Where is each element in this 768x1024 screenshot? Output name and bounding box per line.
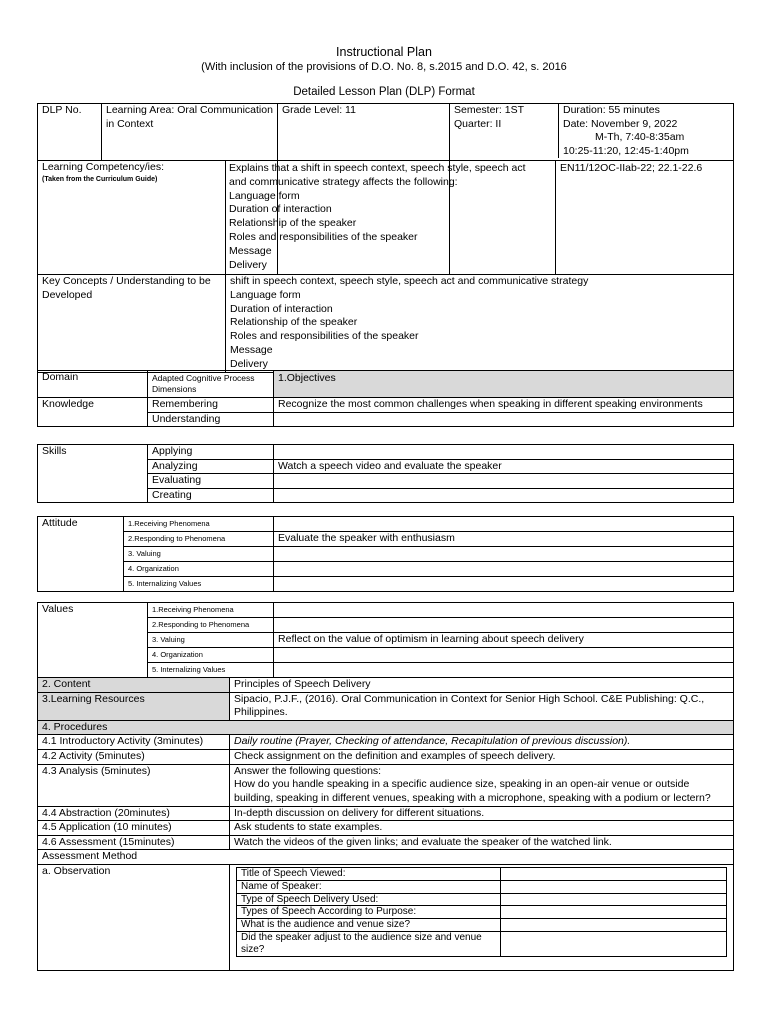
competency-line: Message	[229, 244, 272, 257]
observation-table	[236, 867, 727, 957]
objective-text	[274, 547, 734, 562]
key-concepts-text	[226, 275, 734, 373]
dimension-label: Remembering	[148, 398, 274, 413]
observation-answer	[501, 906, 727, 919]
observation-item: Types of Speech According to Purpose:	[237, 906, 501, 919]
objective-text	[274, 618, 734, 633]
objective-text	[274, 562, 734, 577]
procedure-text: Daily routine (Prayer, Checking of attendance, Recapitulation of previous discussion).	[230, 735, 734, 750]
format-title: Detailed Lesson Plan (DLP) Format	[293, 86, 475, 98]
semester-cell	[450, 104, 559, 158]
analysis-question: How do you handle speaking in a specific audience size, speaking in an open-air venue or outside building, speaking in different venues, speaking with a microphone, speaking with a podium or lectern?	[234, 778, 711, 804]
objective-text	[274, 663, 734, 678]
objective-text	[274, 577, 734, 592]
domain-label: Domain	[38, 371, 148, 398]
dimension-label: 2.Responding to Phenomena	[124, 532, 274, 547]
dlp-no: DLP No.	[38, 104, 102, 161]
objective-text: Evaluate the speaker with enthusiasm	[274, 532, 734, 547]
observation-cell	[230, 864, 734, 970]
procedure-label: 4.2 Activity (5minutes)	[38, 749, 230, 764]
observation-answer	[501, 867, 727, 880]
observation-answer	[501, 893, 727, 906]
key-concept-line: Delivery	[230, 357, 268, 370]
dimension-label: Applying	[148, 445, 274, 460]
objective-text	[274, 648, 734, 663]
skills-table	[37, 444, 734, 503]
competency-line: Duration of interaction	[229, 203, 332, 216]
values-table	[37, 602, 734, 971]
dimension-label: Analyzing	[148, 459, 274, 474]
schedule-1: M-Th, 7:40-8:35am	[595, 131, 685, 144]
attitude-table	[37, 516, 734, 592]
page-subtitle: (With inclusion of the provisions of D.O. No. 8, s.2015 and D.O. 42, s. 2016	[201, 61, 567, 73]
procedure-text: Ask students to state examples.	[230, 821, 734, 836]
knowledge-label: Knowledge	[38, 398, 148, 427]
key-concept-line: Language form	[230, 288, 301, 301]
procedure-text: In-depth discussion on delivery for different situations.	[230, 806, 734, 821]
procedures-label: 4. Procedures	[38, 720, 734, 735]
objective-text	[274, 474, 734, 489]
competency-line: Delivery	[229, 258, 267, 271]
procedure-label: 4.4 Abstraction (20minutes)	[38, 806, 230, 821]
page-title: Instructional Plan	[336, 45, 432, 59]
assessment-label: Assessment Method	[38, 850, 734, 865]
observation-item: Did the speaker adjust to the audience size and venue size?	[237, 931, 501, 956]
key-concepts-table	[37, 274, 734, 373]
content-value: Principles of Speech Delivery	[230, 678, 734, 693]
procedure-text: Check assignment on the definition and examples of speech delivery.	[230, 749, 734, 764]
adapted-label: Adapted Cognitive Process Dimensions	[148, 371, 274, 398]
objective-text: Reflect on the value of optimism in learning about speech delivery	[274, 633, 734, 648]
dimension-label: Evaluating	[148, 474, 274, 489]
dimension-label: 4. Organization	[148, 648, 274, 663]
dimension-label: 5. Internalizing Values	[148, 663, 274, 678]
observation-answer	[501, 880, 727, 893]
dimension-label: 1.Receiving Phenomena	[148, 603, 274, 618]
duration: Duration: 55 minutes	[563, 104, 660, 116]
competency-line: Relationship of the speaker	[229, 217, 357, 230]
key-concepts-label: Key Concepts / Understanding to be Developed	[38, 275, 226, 373]
observation-label: a. Observation	[38, 864, 230, 970]
objectives-label: 1.Objectives	[274, 371, 734, 398]
quarter: Quarter: II	[454, 117, 502, 130]
competency-note: (Taken from the Curriculum Guide)	[42, 175, 158, 183]
objective-text: Recognize the most common challenges when speaking in different speaking environments	[274, 398, 734, 413]
key-concept-line: Roles and responsibilities of the speaker	[230, 330, 419, 343]
dimension-label: Understanding	[148, 412, 274, 427]
competency-code: EN11/12OC-IIab-22; 22.1-22.6	[560, 162, 703, 174]
grade-level: Grade Level: 11	[278, 104, 450, 161]
competency-text	[229, 162, 555, 272]
observation-item: What is the audience and venue size?	[237, 919, 501, 932]
competency-line: and communicative strategy affects the following:	[229, 175, 458, 188]
divider	[225, 160, 226, 274]
competency-label: Learning Competency/ies:	[42, 161, 164, 173]
objective-text	[274, 445, 734, 460]
procedure-label: 4.6 Assessment (15minutes)	[38, 835, 230, 850]
dimension-label: 5. Internalizing Values	[124, 577, 274, 592]
procedure-label: 4.1 Introductory Activity (3minutes)	[38, 735, 230, 750]
objective-text	[274, 488, 734, 503]
schedule-2: 10:25-11:20, 12:45-1:40pm	[563, 144, 689, 157]
dimension-label: 2.Responding to Phenomena	[148, 618, 274, 633]
procedure-label: 4.3 Analysis (5minutes)	[38, 764, 230, 806]
observation-item: Name of Speaker:	[237, 880, 501, 893]
dimension-label: 4. Organization	[124, 562, 274, 577]
dimension-label: 3. Valuing	[148, 633, 274, 648]
objective-text	[274, 412, 734, 427]
procedure-text: Watch the videos of the given links; and evaluate the speaker of the watched link.	[230, 835, 734, 850]
key-concept-line: Relationship of the speaker	[230, 316, 358, 329]
divider	[555, 160, 556, 274]
skills-label: Skills	[38, 445, 148, 503]
competency-line: Explains that a shift in speech context, speech style, speech act	[229, 162, 526, 174]
observation-item: Title of Speech Viewed:	[237, 867, 501, 880]
resources-label: 3.Learning Resources	[38, 692, 230, 720]
dimension-label: 1.Receiving Phenomena	[124, 517, 274, 532]
procedure-label: 4.5 Application (10 minutes)	[38, 821, 230, 836]
learning-area: Learning Area: Oral Communication in Context	[102, 104, 278, 161]
dimension-label: 3. Valuing	[124, 547, 274, 562]
key-concept-line: Message	[230, 343, 273, 356]
objective-text: Watch a speech video and evaluate the speaker	[274, 459, 734, 474]
key-concept-line: Duration of interaction	[230, 302, 333, 315]
procedure-analysis	[230, 764, 734, 806]
key-concept-line: shift in speech context, speech style, speech act and communicative strategy	[230, 275, 589, 287]
semester: Semester: 1ST	[454, 104, 525, 116]
objective-text	[274, 603, 734, 618]
date: Date: November 9, 2022	[563, 117, 678, 130]
competency-line: Roles and responsibilities of the speaker	[229, 230, 418, 243]
observation-answer	[501, 919, 727, 932]
resources-value: Sipacio, P.J.F., (2016). Oral Communication in Context for Senior High School. C&E Publishing: Q.C., Philippines.	[230, 692, 734, 720]
competency-line: Language form	[229, 189, 300, 202]
content-label: 2. Content	[38, 678, 230, 693]
dimension-label: Creating	[148, 488, 274, 503]
values-label: Values	[38, 603, 148, 678]
knowledge-table	[37, 370, 734, 427]
duration-cell	[559, 104, 693, 158]
objective-text	[274, 517, 734, 532]
observation-item: Type of Speech Delivery Used:	[237, 893, 501, 906]
observation-answer	[501, 931, 727, 956]
procedure-text: Answer the following questions:	[234, 764, 382, 777]
attitude-label: Attitude	[38, 517, 124, 592]
